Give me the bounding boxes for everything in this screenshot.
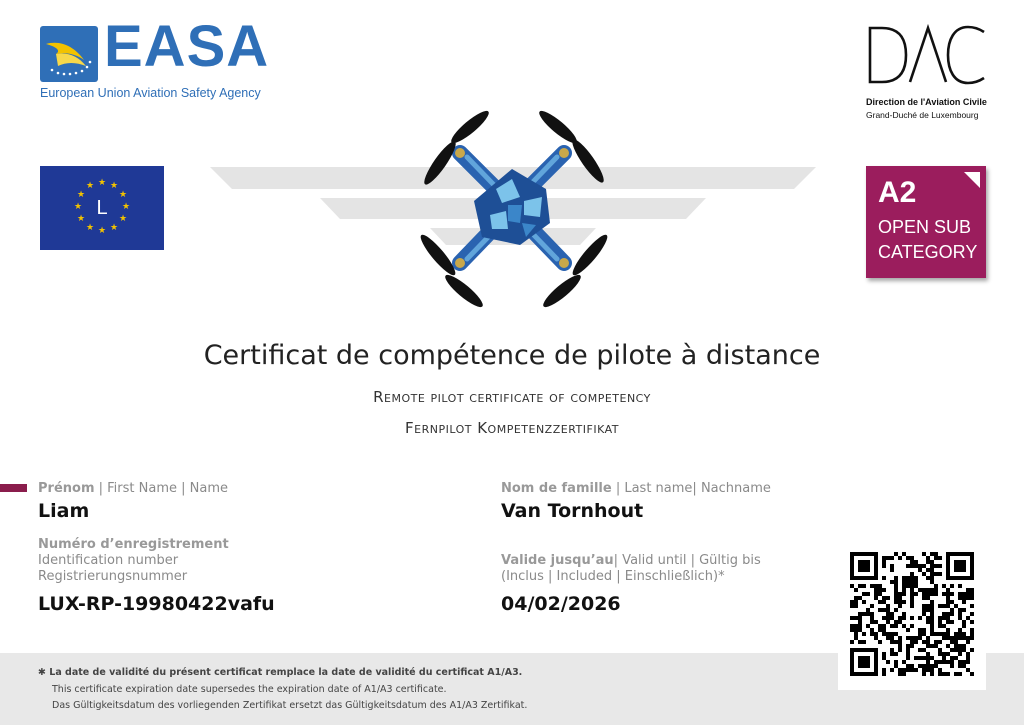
svg-text:★: ★ [76, 214, 86, 224]
svg-text:★: ★ [76, 190, 86, 200]
valid-until-label-other: | Valid until | Gültig bis [613, 553, 761, 568]
eu-flag [40, 166, 164, 250]
valid-until-label-fr: Valide jusqu’au [501, 553, 614, 568]
last-name-value: Van Tornhout [501, 500, 644, 522]
registration-label-fr: Numéro d’enregistrement [38, 537, 229, 552]
easa-agency-name: European Union Aviation Safety Agency [40, 86, 261, 100]
certificate-title-en: Remote pilot certificate of competency [373, 388, 651, 406]
svg-text:★: ★ [109, 223, 119, 233]
footer-note-fr: ✱ La date de validité du présent certificat remplace la date de validité du certificat A1/A3. [38, 667, 523, 678]
last-name-label-other: | Last name| Nachname [611, 481, 771, 496]
qr-code [838, 540, 986, 690]
valid-until-value: 04/02/2026 [501, 593, 621, 615]
dac-logo [866, 24, 996, 124]
easa-logo [40, 14, 270, 106]
certificate-title-de: Fernpilot Kompetenzzertifikat [405, 419, 619, 437]
registration-label [38, 537, 229, 585]
svg-text:★: ★ [97, 178, 107, 188]
valid-until-label [501, 553, 761, 585]
svg-text:★: ★ [85, 223, 95, 233]
svg-text:★: ★ [109, 181, 119, 191]
badge-corner-fold [964, 172, 980, 188]
easa-wordmark: EASA [104, 14, 270, 79]
first-name-label-fr: Prénom [38, 481, 95, 496]
dac-country: Grand-Duché de Luxembourg [866, 110, 979, 120]
last-name-label [501, 481, 771, 497]
category-badge [866, 166, 986, 278]
svg-text:★: ★ [85, 181, 95, 191]
svg-text:★: ★ [118, 190, 128, 200]
footer-note-en: This certificate expiration date supersedes the expiration date of A1/A3 certificate. [52, 684, 447, 695]
registration-number-value: LUX-RP-19980422vafu [38, 593, 275, 615]
last-name-label-fr: Nom de famille [501, 481, 612, 496]
svg-text:★: ★ [118, 214, 128, 224]
first-name-value: Liam [38, 500, 90, 522]
registration-label-en: Identification number [38, 553, 179, 568]
valid-until-label-inclusive: (Inclus | Included | Einschließlich)* [501, 569, 725, 584]
first-name-label [38, 481, 228, 497]
svg-text:★: ★ [121, 202, 131, 212]
section-accent-bar [0, 484, 27, 492]
svg-text:★: ★ [73, 202, 83, 212]
dac-name: Direction de l'Aviation Civile [866, 97, 987, 107]
category-code: A2 [878, 176, 917, 209]
footer-note-de: Das Gültigkeitsdatum des vorliegenden Zertifikat ersetzt das Gültigkeitsdatum des A1/A3 Zertifikat. [52, 700, 528, 711]
qr-code-icon [850, 552, 974, 676]
certificate-title-fr: Certificat de compétence de pilote à distance [203, 340, 821, 371]
dac-wordmark-icon [866, 24, 986, 86]
drone-icon [412, 105, 612, 310]
registration-label-de: Registrierungsnummer [38, 569, 188, 584]
first-name-label-other: | First Name | Name [94, 481, 228, 496]
category-line-2: CATEGORY [878, 242, 978, 262]
easa-emblem-icon [40, 26, 98, 82]
country-letter: L [96, 197, 108, 219]
svg-text:★: ★ [97, 226, 107, 236]
category-line-1: OPEN SUB [878, 217, 972, 237]
